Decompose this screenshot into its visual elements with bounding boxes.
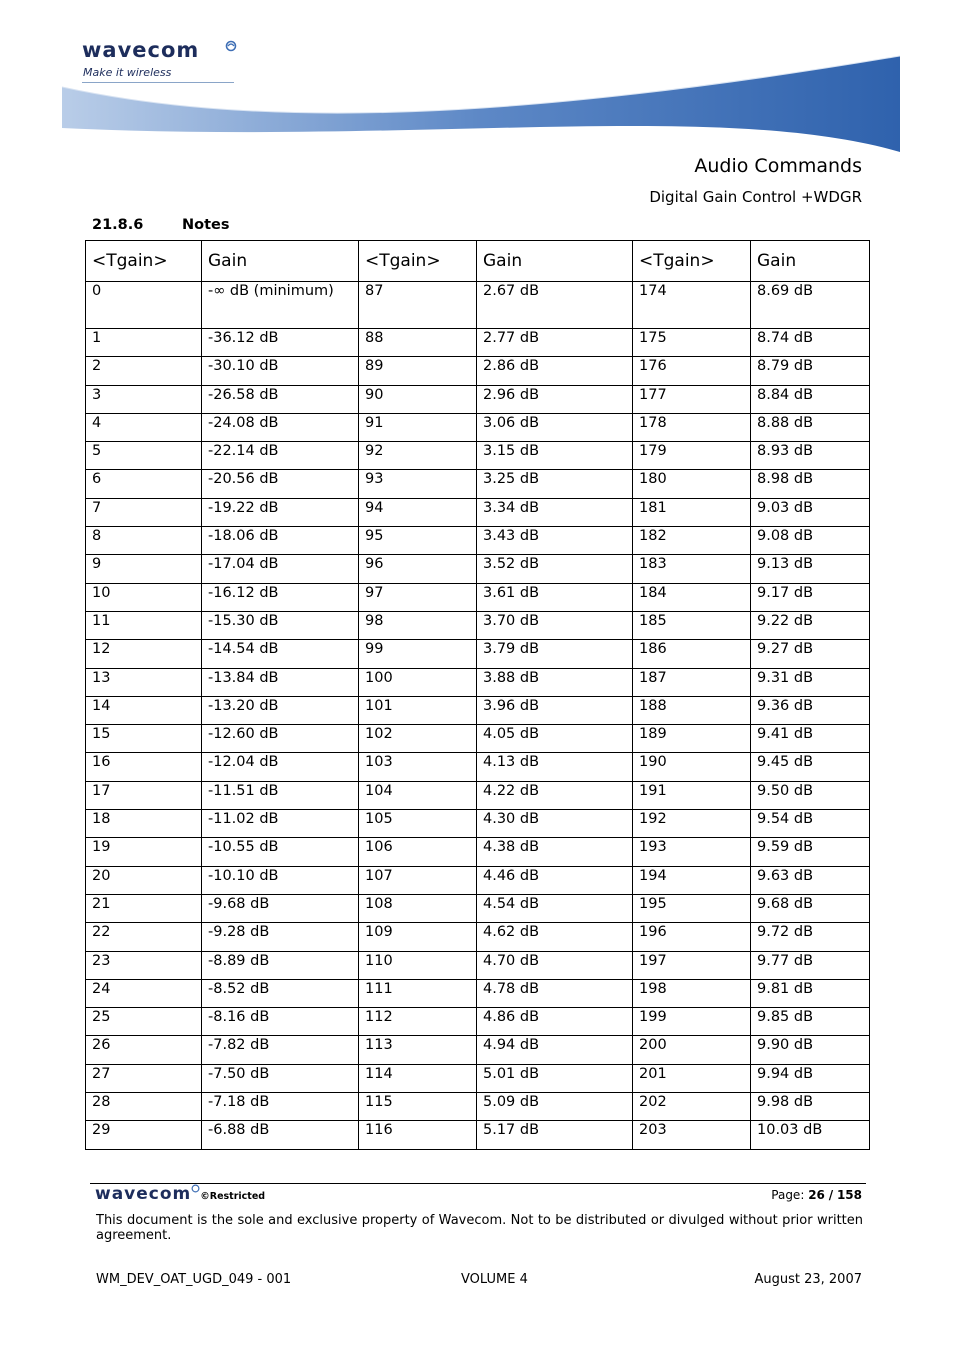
- gain-cell: 2.77 dB: [477, 329, 633, 357]
- gain-cell: 9.08 dB: [751, 527, 870, 555]
- tgain-cell: 90: [359, 385, 477, 413]
- gain-cell: 9.59 dB: [751, 838, 870, 866]
- gain-cell: -36.12 dB: [202, 329, 359, 357]
- gain-cell: 9.22 dB: [751, 611, 870, 639]
- document-date: August 23, 2007: [754, 1272, 862, 1287]
- tgain-cell: 201: [633, 1064, 751, 1092]
- table-row: [86, 413, 870, 441]
- column-header: <Tgain>: [359, 241, 477, 282]
- gain-cell: 9.63 dB: [751, 866, 870, 894]
- gain-cell: 8.69 dB: [751, 282, 870, 329]
- gain-cell: 3.61 dB: [477, 583, 633, 611]
- gain-cell: -8.52 dB: [202, 979, 359, 1007]
- gain-cell: -19.22 dB: [202, 498, 359, 526]
- tgain-cell: 4: [86, 413, 202, 441]
- header-swoosh: [0, 50, 954, 160]
- table-row: [86, 1093, 870, 1121]
- page-current: 26: [808, 1188, 825, 1202]
- tgain-cell: 188: [633, 696, 751, 724]
- volume-label: VOLUME 4: [461, 1272, 528, 1287]
- gain-cell: -6.88 dB: [202, 1121, 359, 1149]
- tgain-cell: 198: [633, 979, 751, 1007]
- tgain-cell: 89: [359, 357, 477, 385]
- tgain-cell: 25: [86, 1008, 202, 1036]
- tgain-cell: 96: [359, 555, 477, 583]
- tgain-cell: 197: [633, 951, 751, 979]
- gain-cell: 3.43 dB: [477, 527, 633, 555]
- tgain-cell: 174: [633, 282, 751, 329]
- gain-cell: 3.88 dB: [477, 668, 633, 696]
- gain-cell: -8.16 dB: [202, 1008, 359, 1036]
- tgain-cell: 92: [359, 442, 477, 470]
- gain-cell: 9.03 dB: [751, 498, 870, 526]
- tgain-cell: 195: [633, 894, 751, 922]
- gain-cell: 9.50 dB: [751, 781, 870, 809]
- table-row: [86, 611, 870, 639]
- tgain-cell: 177: [633, 385, 751, 413]
- gain-cell: -15.30 dB: [202, 611, 359, 639]
- table-row: [86, 979, 870, 1007]
- tgain-cell: 6: [86, 470, 202, 498]
- gain-cell: 9.27 dB: [751, 640, 870, 668]
- gain-cell: -11.51 dB: [202, 781, 359, 809]
- tgain-cell: 179: [633, 442, 751, 470]
- tgain-cell: 1: [86, 329, 202, 357]
- gain-cell: -8.89 dB: [202, 951, 359, 979]
- table-row: [86, 1008, 870, 1036]
- gain-cell: -12.04 dB: [202, 753, 359, 781]
- tgain-cell: 183: [633, 555, 751, 583]
- gain-cell: 4.62 dB: [477, 923, 633, 951]
- tgain-cell: 115: [359, 1093, 477, 1121]
- page-total: 158: [836, 1188, 862, 1202]
- table-row: [86, 923, 870, 951]
- tgain-cell: 22: [86, 923, 202, 951]
- gain-cell: -9.68 dB: [202, 894, 359, 922]
- table-row: [86, 555, 870, 583]
- tgain-cell: 94: [359, 498, 477, 526]
- tgain-cell: 23: [86, 951, 202, 979]
- gain-cell: -7.18 dB: [202, 1093, 359, 1121]
- tgain-cell: 112: [359, 1008, 477, 1036]
- gain-cell: 4.22 dB: [477, 781, 633, 809]
- tgain-cell: 185: [633, 611, 751, 639]
- tgain-cell: 93: [359, 470, 477, 498]
- tgain-cell: 194: [633, 866, 751, 894]
- gain-cell: 4.86 dB: [477, 1008, 633, 1036]
- tgain-cell: 91: [359, 413, 477, 441]
- tgain-cell: 26: [86, 1036, 202, 1064]
- gain-cell: 9.68 dB: [751, 894, 870, 922]
- tgain-cell: 203: [633, 1121, 751, 1149]
- tgain-cell: 99: [359, 640, 477, 668]
- logo-tagline: Make it wireless: [83, 66, 172, 79]
- gain-cell: 5.01 dB: [477, 1064, 633, 1092]
- tgain-cell: 202: [633, 1093, 751, 1121]
- gain-cell: 8.88 dB: [751, 413, 870, 441]
- gain-cell: 5.17 dB: [477, 1121, 633, 1149]
- tgain-cell: 110: [359, 951, 477, 979]
- tgain-cell: 7: [86, 498, 202, 526]
- gain-cell: 8.79 dB: [751, 357, 870, 385]
- tgain-cell: 29: [86, 1121, 202, 1149]
- tgain-cell: 193: [633, 838, 751, 866]
- gain-cell: 4.05 dB: [477, 725, 633, 753]
- gain-cell: 8.93 dB: [751, 442, 870, 470]
- footer-wordmark: wavecom: [95, 1184, 192, 1204]
- column-header: <Tgain>: [633, 241, 751, 282]
- gain-cell: 9.85 dB: [751, 1008, 870, 1036]
- tgain-cell: 101: [359, 696, 477, 724]
- tgain-cell: 111: [359, 979, 477, 1007]
- table-row: [86, 442, 870, 470]
- tgain-cell: 95: [359, 527, 477, 555]
- table-row: [86, 866, 870, 894]
- section-subtitle: Digital Gain Control +WDGR: [649, 188, 862, 206]
- gain-cell: 4.78 dB: [477, 979, 633, 1007]
- tgain-cell: 187: [633, 668, 751, 696]
- tgain-cell: 192: [633, 810, 751, 838]
- gain-cell: 9.54 dB: [751, 810, 870, 838]
- tgain-cell: 98: [359, 611, 477, 639]
- gain-cell: 4.70 dB: [477, 951, 633, 979]
- column-header: Gain: [751, 241, 870, 282]
- tgain-cell: 3: [86, 385, 202, 413]
- gain-cell: 9.36 dB: [751, 696, 870, 724]
- table-row: [86, 385, 870, 413]
- confidentiality-notice: This document is the sole and exclusive property of Wavecom. Not to be distributed or divulged without prior written agreement.: [96, 1213, 863, 1243]
- tgain-cell: 11: [86, 611, 202, 639]
- tgain-cell: 104: [359, 781, 477, 809]
- tgain-cell: 106: [359, 838, 477, 866]
- tgain-cell: 200: [633, 1036, 751, 1064]
- tgain-cell: 190: [633, 753, 751, 781]
- gain-cell: 3.06 dB: [477, 413, 633, 441]
- tgain-cell: 103: [359, 753, 477, 781]
- tgain-cell: 180: [633, 470, 751, 498]
- page-separator: /: [828, 1188, 834, 1202]
- table-row: [86, 838, 870, 866]
- tgain-cell: 196: [633, 923, 751, 951]
- gain-cell: -10.10 dB: [202, 866, 359, 894]
- restricted-label: ©Restricted: [200, 1191, 266, 1202]
- gain-cell: 9.45 dB: [751, 753, 870, 781]
- tgain-cell: 109: [359, 923, 477, 951]
- gain-cell: 3.79 dB: [477, 640, 633, 668]
- section-title: Audio Commands: [694, 155, 862, 177]
- gain-cell: 9.72 dB: [751, 923, 870, 951]
- gain-cell: 9.13 dB: [751, 555, 870, 583]
- gain-cell: -20.56 dB: [202, 470, 359, 498]
- document-id: WM_DEV_OAT_UGD_049 - 001: [96, 1272, 292, 1287]
- gain-cell: -16.12 dB: [202, 583, 359, 611]
- tgain-cell: 108: [359, 894, 477, 922]
- tgain-cell: 113: [359, 1036, 477, 1064]
- gain-cell: 3.25 dB: [477, 470, 633, 498]
- tgain-cell: 191: [633, 781, 751, 809]
- table-row: [86, 725, 870, 753]
- tgain-cell: 97: [359, 583, 477, 611]
- gain-cell: -17.04 dB: [202, 555, 359, 583]
- section-heading: [92, 217, 230, 233]
- table-row: [86, 282, 870, 329]
- gain-cell: 3.15 dB: [477, 442, 633, 470]
- gain-cell: 3.34 dB: [477, 498, 633, 526]
- gain-cell: 9.94 dB: [751, 1064, 870, 1092]
- tgain-cell: 19: [86, 838, 202, 866]
- table-row: [86, 1064, 870, 1092]
- tgain-cell: 10: [86, 583, 202, 611]
- table-row: [86, 1121, 870, 1149]
- heading-number: 21.8.6: [92, 217, 144, 233]
- gain-cell: 5.09 dB: [477, 1093, 633, 1121]
- tgain-cell: 107: [359, 866, 477, 894]
- tgain-cell: 100: [359, 668, 477, 696]
- table-row: [86, 696, 870, 724]
- gain-cell: -18.06 dB: [202, 527, 359, 555]
- gain-cell: 10.03 dB: [751, 1121, 870, 1149]
- tgain-cell: 21: [86, 894, 202, 922]
- tgain-cell: 176: [633, 357, 751, 385]
- gain-cell: -26.58 dB: [202, 385, 359, 413]
- gain-cell: 9.77 dB: [751, 951, 870, 979]
- table-row: [86, 640, 870, 668]
- table-row: [86, 583, 870, 611]
- table-row: [86, 498, 870, 526]
- tgain-cell: 116: [359, 1121, 477, 1149]
- page-label: Page:: [771, 1188, 805, 1202]
- tgain-cell: 27: [86, 1064, 202, 1092]
- column-header: <Tgain>: [86, 241, 202, 282]
- table-row: [86, 1036, 870, 1064]
- gain-cell: -12.60 dB: [202, 725, 359, 753]
- tgain-cell: 2: [86, 357, 202, 385]
- gain-cell: -24.08 dB: [202, 413, 359, 441]
- gain-cell: -13.20 dB: [202, 696, 359, 724]
- table-row: [86, 357, 870, 385]
- gain-cell: 4.46 dB: [477, 866, 633, 894]
- tgain-cell: 14: [86, 696, 202, 724]
- gain-cell: -7.82 dB: [202, 1036, 359, 1064]
- page-number: [771, 1188, 862, 1202]
- gain-cell: 9.98 dB: [751, 1093, 870, 1121]
- gain-cell: -11.02 dB: [202, 810, 359, 838]
- tgain-cell: 13: [86, 668, 202, 696]
- tgain-cell: 16: [86, 753, 202, 781]
- table-row: [86, 668, 870, 696]
- column-header: Gain: [202, 241, 359, 282]
- tgain-cell: 0: [86, 282, 202, 329]
- table-row: [86, 470, 870, 498]
- logo-wordmark: wavecom: [82, 38, 200, 62]
- gain-cell: 8.84 dB: [751, 385, 870, 413]
- table-row: [86, 527, 870, 555]
- footer-swirl-icon: [191, 1184, 200, 1193]
- gain-cell: 3.52 dB: [477, 555, 633, 583]
- gain-table: [85, 240, 870, 1150]
- table-row: [86, 894, 870, 922]
- gain-cell: 9.41 dB: [751, 725, 870, 753]
- tgain-cell: 12: [86, 640, 202, 668]
- tgain-cell: 5: [86, 442, 202, 470]
- gain-cell: -7.50 dB: [202, 1064, 359, 1092]
- footer-logo: [95, 1184, 265, 1204]
- tgain-cell: 9: [86, 555, 202, 583]
- gain-cell: -22.14 dB: [202, 442, 359, 470]
- gain-cell: 4.54 dB: [477, 894, 633, 922]
- gain-cell: 4.94 dB: [477, 1036, 633, 1064]
- tgain-cell: 18: [86, 810, 202, 838]
- table-header-row: [86, 241, 870, 282]
- tgain-cell: 24: [86, 979, 202, 1007]
- gain-cell: -30.10 dB: [202, 357, 359, 385]
- tgain-cell: 175: [633, 329, 751, 357]
- table-row: [86, 951, 870, 979]
- gain-cell: 9.17 dB: [751, 583, 870, 611]
- gain-cell: -∞ dB (minimum): [202, 282, 359, 329]
- tgain-cell: 87: [359, 282, 477, 329]
- gain-cell: -13.84 dB: [202, 668, 359, 696]
- gain-cell: 4.30 dB: [477, 810, 633, 838]
- gain-cell: 2.86 dB: [477, 357, 633, 385]
- table-row: [86, 781, 870, 809]
- gain-cell: 2.96 dB: [477, 385, 633, 413]
- gain-cell: 3.96 dB: [477, 696, 633, 724]
- gain-cell: 9.81 dB: [751, 979, 870, 1007]
- gain-cell: 9.31 dB: [751, 668, 870, 696]
- tgain-cell: 15: [86, 725, 202, 753]
- gain-cell: 3.70 dB: [477, 611, 633, 639]
- tgain-cell: 182: [633, 527, 751, 555]
- gain-cell: 8.98 dB: [751, 470, 870, 498]
- tgain-cell: 28: [86, 1093, 202, 1121]
- table-row: [86, 329, 870, 357]
- gain-cell: 4.38 dB: [477, 838, 633, 866]
- tgain-cell: 178: [633, 413, 751, 441]
- gain-cell: 2.67 dB: [477, 282, 633, 329]
- tgain-cell: 184: [633, 583, 751, 611]
- tgain-cell: 20: [86, 866, 202, 894]
- tgain-cell: 105: [359, 810, 477, 838]
- gain-cell: 9.90 dB: [751, 1036, 870, 1064]
- gain-cell: 4.13 dB: [477, 753, 633, 781]
- gain-cell: 8.74 dB: [751, 329, 870, 357]
- tgain-cell: 181: [633, 498, 751, 526]
- table-row: [86, 753, 870, 781]
- tgain-cell: 8: [86, 527, 202, 555]
- tgain-cell: 199: [633, 1008, 751, 1036]
- tgain-cell: 189: [633, 725, 751, 753]
- tgain-cell: 186: [633, 640, 751, 668]
- gain-cell: -14.54 dB: [202, 640, 359, 668]
- table-row: [86, 810, 870, 838]
- tgain-cell: 88: [359, 329, 477, 357]
- column-header: Gain: [477, 241, 633, 282]
- tgain-cell: 114: [359, 1064, 477, 1092]
- heading-title: Notes: [182, 217, 230, 233]
- gain-cell: -9.28 dB: [202, 923, 359, 951]
- tgain-cell: 17: [86, 781, 202, 809]
- gain-cell: -10.55 dB: [202, 838, 359, 866]
- tgain-cell: 102: [359, 725, 477, 753]
